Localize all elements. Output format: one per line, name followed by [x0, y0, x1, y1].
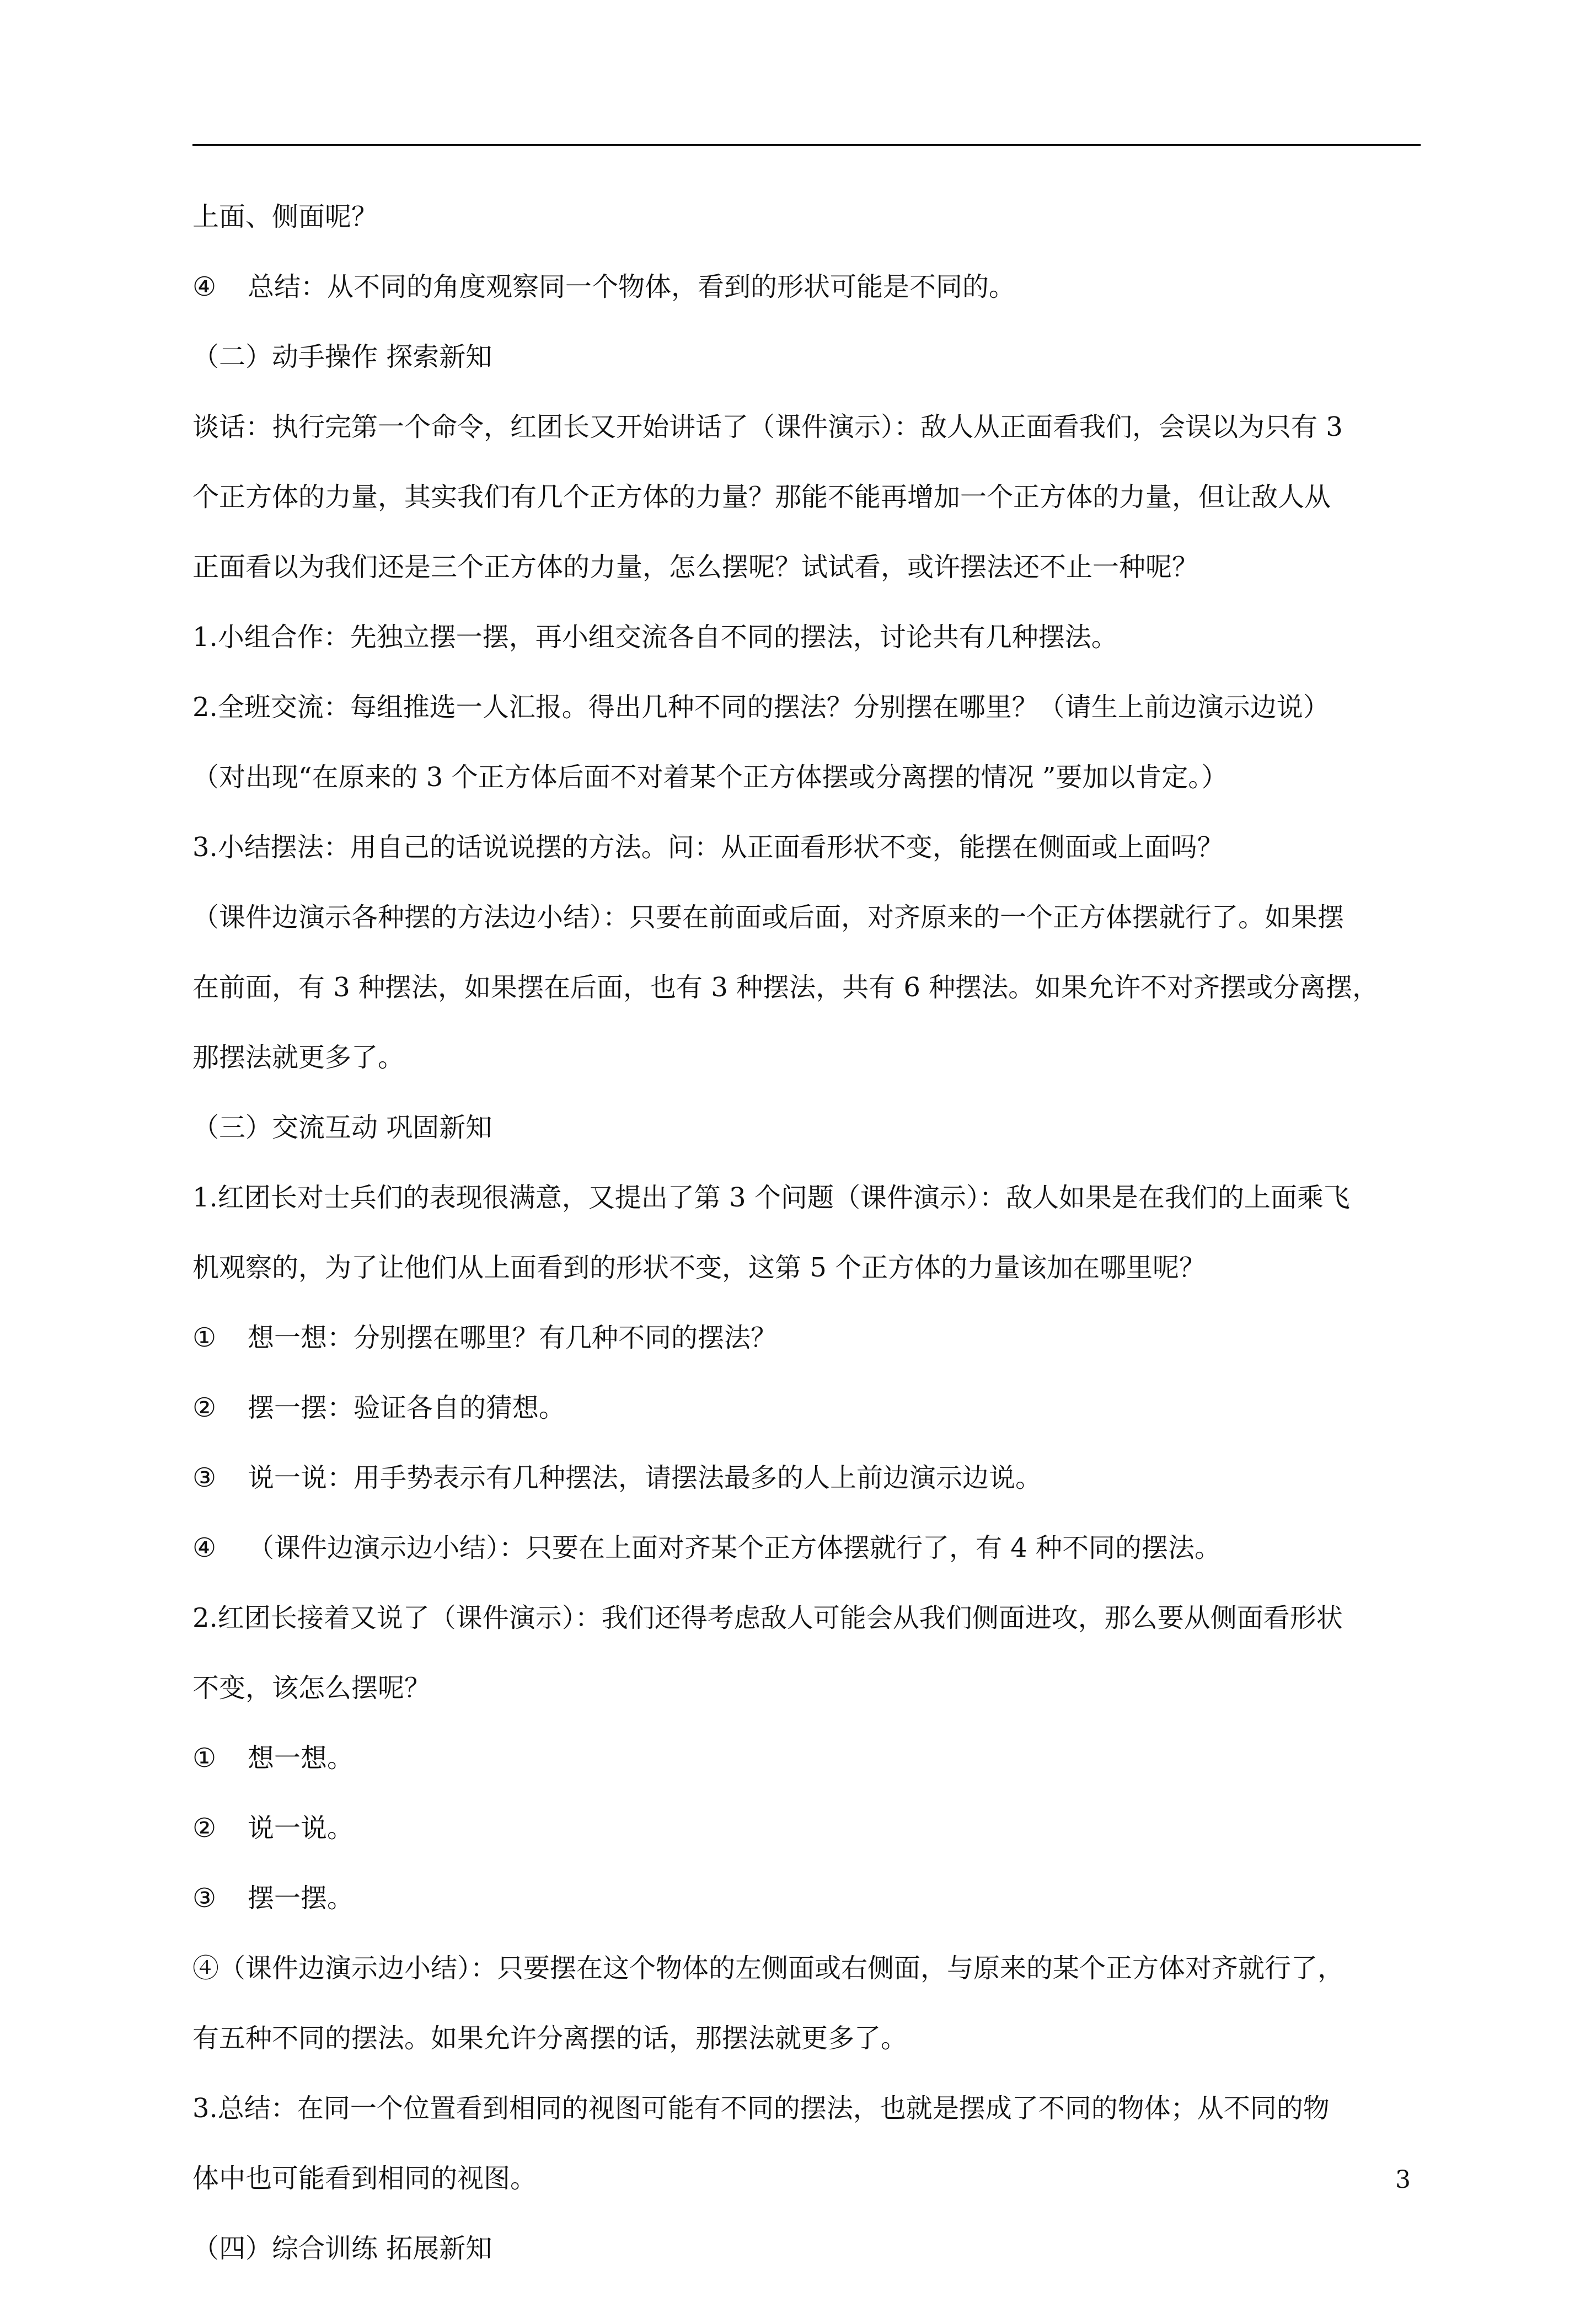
text-line: [192, 1671, 1421, 1742]
text-line: [192, 621, 1421, 691]
text-line: [192, 2162, 1421, 2232]
text-line: [192, 1531, 1421, 1601]
text-line: [192, 410, 1421, 480]
line-text: 想一想。: [248, 1743, 354, 1774]
text-line: [192, 1181, 1421, 1251]
text-line: [192, 1882, 1421, 1952]
line-text: 说一说。: [248, 1813, 354, 1844]
line-text: 体中也可能看到相同的视图。: [192, 2163, 537, 2194]
line-text: 3.总结：在同一个位置看到相同的视图可能有不同的摆法，也就是摆成了不同的物体；从不同的物: [192, 2093, 1330, 2124]
text-line: [192, 200, 1421, 270]
text-line: [192, 1111, 1421, 1181]
header-rule: [192, 144, 1421, 146]
line-text: 不变，该怎么摆呢？: [192, 1673, 431, 1703]
line-text: 谈话：执行完第一个命令，红团长又开始讲话了（课件演示）：敌人从正面看我们，会误以为只有 3: [192, 412, 1343, 442]
line-text: 2.红团长接着又说了（课件演示）：我们还得考虑敌人可能会从我们侧面进攻，那么要从侧面看形状: [192, 1603, 1343, 1633]
text-line: [192, 901, 1421, 971]
text-line: [192, 1391, 1421, 1461]
line-text: （三）交流互动 巩固新知: [192, 1112, 492, 1143]
text-line: [192, 1742, 1421, 1812]
line-text: 想一想：分别摆在哪里？有几种不同的摆法？: [248, 1322, 778, 1353]
text-line: [192, 2232, 1421, 2302]
line-text: （课件边演示各种摆的方法边小结）：只要在前面或后面，对齐原来的一个正方体摆就行了。如果摆: [192, 902, 1345, 933]
list-marker: ②: [192, 1813, 217, 1844]
line-text: 有五种不同的摆法。如果允许分离摆的话，那摆法就更多了。: [192, 2023, 908, 2054]
text-line: [192, 1601, 1421, 1671]
line-text: 那摆法就更多了。: [192, 1042, 405, 1073]
text-line: [192, 340, 1421, 410]
list-marker: ④: [192, 271, 217, 302]
line-text: 摆一摆。: [248, 1883, 354, 1914]
line-text: 1.小组合作：先独立摆一摆，再小组交流各自不同的摆法，讨论共有几种摆法。: [192, 622, 1118, 653]
list-marker: ②: [192, 1392, 217, 1423]
line-text: （课件边演示边小结）：只要在上面对齐某个正方体摆就行了，有 4 种不同的摆法。: [248, 1532, 1222, 1563]
line-text: （对出现“在原来的 3 个正方体后面不对着某个正方体摆或分离摆的情况 ”要加以肯定。）: [192, 762, 1228, 793]
line-text: 1.红团长对士兵们的表现很满意，又提出了第 3 个问题（课件演示）：敌人如果是在我们的上面乘飞: [192, 1182, 1350, 1213]
text-line: [192, 480, 1421, 551]
list-marker: ①: [192, 1322, 217, 1353]
text-line: [192, 971, 1421, 1041]
list-marker: ③: [192, 1462, 217, 1493]
list-marker: ④: [192, 1532, 217, 1563]
line-text: 正面看以为我们还是三个正方体的力量，怎么摆呢？试试看，或许摆法还不止一种呢？: [192, 552, 1199, 583]
text-line: [192, 1251, 1421, 1321]
line-text: 在前面，有 3 种摆法，如果摆在后面，也有 3 种摆法，共有 6 种摆法。如果允许不对齐摆或分离摆，: [192, 972, 1379, 1003]
text-line: [192, 1952, 1421, 2022]
text-line: [192, 1812, 1421, 1882]
text-line: [192, 1321, 1421, 1391]
text-line: [192, 551, 1421, 621]
page-number: 3: [1395, 2166, 1411, 2194]
line-text: 总结：从不同的角度观察同一个物体，看到的形状可能是不同的。: [248, 271, 1016, 302]
text-line: [192, 1461, 1421, 1531]
line-text: （二）动手操作 探索新知: [192, 341, 492, 372]
text-line: [192, 1041, 1421, 1111]
line-text: 机观察的，为了让他们从上面看到的形状不变，这第 5 个正方体的力量该加在哪里呢？: [192, 1252, 1206, 1283]
text-line: [192, 691, 1421, 761]
text-line: [192, 2022, 1421, 2092]
line-text: 上面、侧面呢？: [192, 201, 378, 232]
list-marker: ①: [192, 1743, 217, 1774]
text-line: [192, 831, 1421, 901]
line-text: （四）综合训练 拓展新知: [192, 2233, 492, 2264]
text-line: [192, 2092, 1421, 2162]
list-marker: ③: [192, 1883, 217, 1914]
line-text: 个正方体的力量，其实我们有几个正方体的力量？那能不能再增加一个正方体的力量，但让敌人从: [192, 482, 1331, 512]
line-text: 2.全班交流：每组推选一人汇报。得出几种不同的摆法？分别摆在哪里？（请生上前边演示边说）: [192, 692, 1330, 723]
text-line: [192, 270, 1421, 340]
line-text: 说一说：用手势表示有几种摆法，请摆法最多的人上前边演示边说。: [248, 1462, 1042, 1493]
text-line: [192, 761, 1421, 831]
line-text: 3.小结摆法：用自己的话说说摆的方法。问：从正面看形状不变，能摆在侧面或上面吗？: [192, 832, 1224, 863]
line-text: ④（课件边演示边小结）：只要摆在这个物体的左侧面或右侧面，与原来的某个正方体对齐就行了，: [192, 1953, 1345, 1984]
line-text: 摆一摆：验证各自的猜想。: [248, 1392, 566, 1423]
document-body: [192, 200, 1421, 2302]
